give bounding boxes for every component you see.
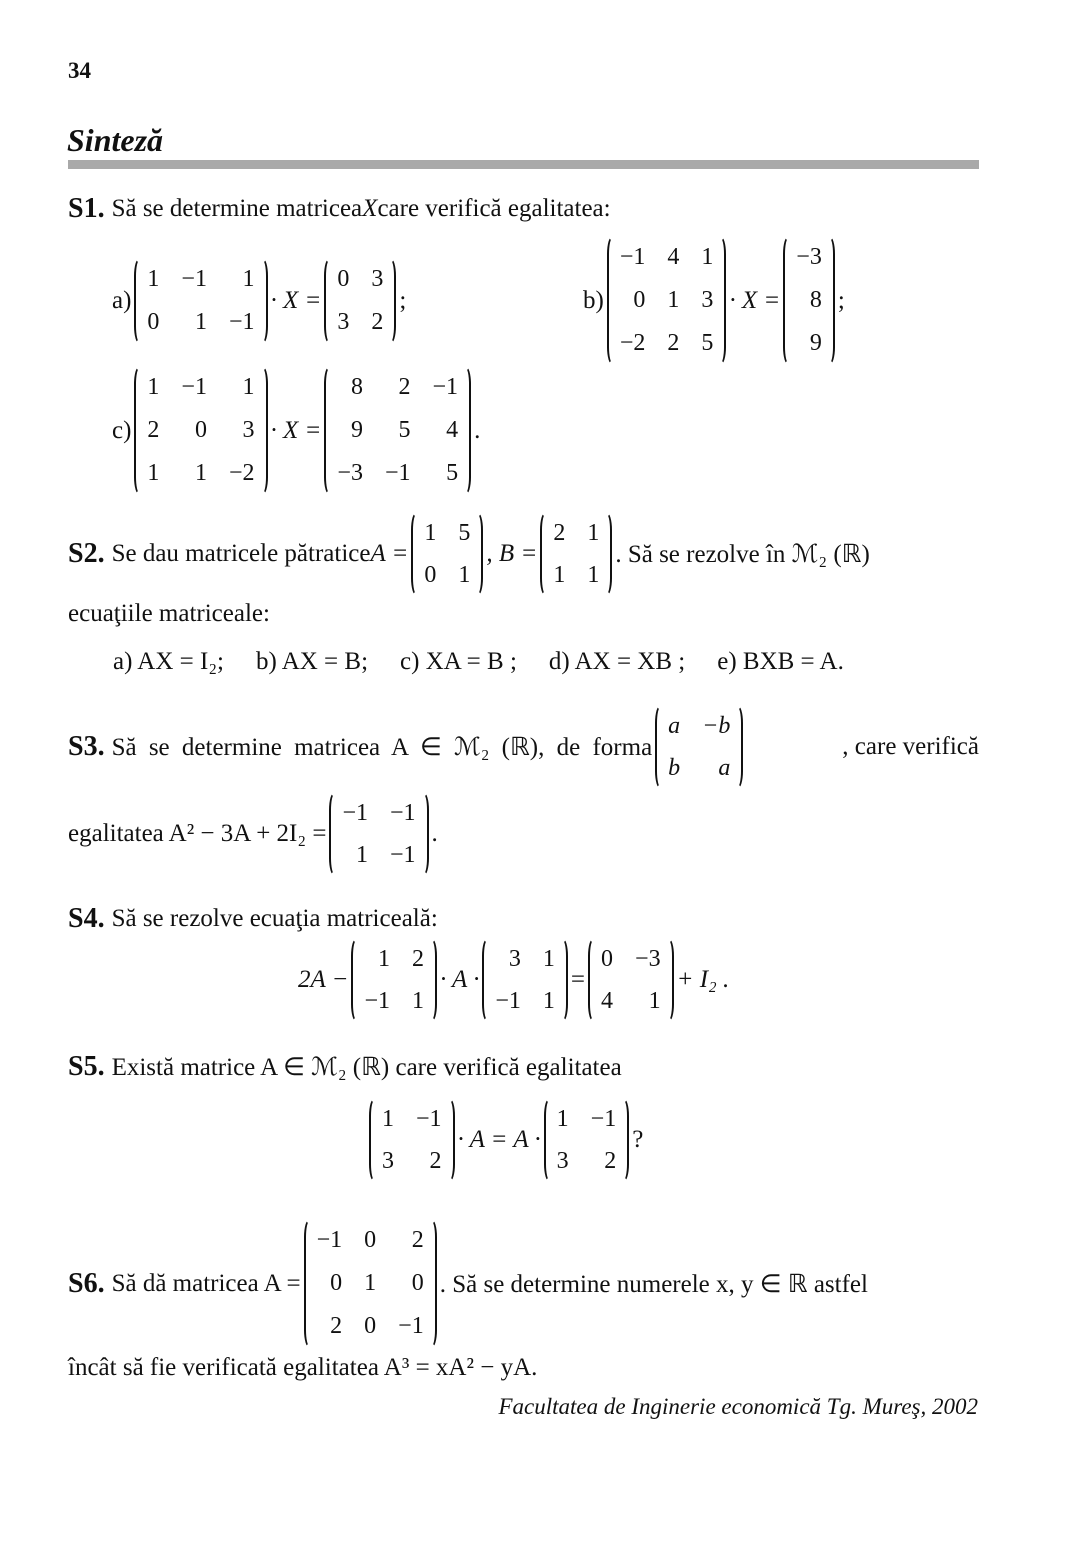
right-paren bbox=[257, 366, 268, 495]
section-title: Sinteză bbox=[67, 122, 164, 158]
matrix-cell: 3 bbox=[382, 1147, 394, 1174]
left-paren bbox=[588, 938, 599, 1022]
matrix-cell: −1 bbox=[390, 841, 416, 868]
matrix-cell: −1 bbox=[181, 266, 207, 292]
text: Există matrice A ∈ ℳ₂ (ℝ) care verifică egalitatea bbox=[111, 1054, 622, 1081]
text: Să se determine matricea bbox=[111, 195, 363, 222]
text: Se dau matricele pătratice bbox=[111, 540, 371, 567]
matrix-cell: 2 bbox=[398, 374, 411, 400]
right-paren bbox=[824, 236, 835, 365]
matrix-cell: 1 bbox=[356, 841, 368, 868]
matrix bbox=[329, 792, 428, 876]
left-paren bbox=[540, 512, 551, 596]
matrix bbox=[482, 938, 568, 1022]
matrix-cell: 1 bbox=[553, 561, 566, 588]
matrix-grid bbox=[315, 1219, 426, 1348]
matrix-grid bbox=[422, 512, 472, 596]
operator: · A · bbox=[440, 966, 480, 993]
text: care verifică egalitatea: bbox=[377, 195, 611, 222]
operator: · X = bbox=[270, 416, 322, 444]
matrix bbox=[544, 1098, 630, 1182]
matrix bbox=[369, 1098, 455, 1182]
matrix-cell: −1 bbox=[590, 1105, 617, 1132]
matrix-cell: a bbox=[668, 712, 681, 739]
matrix-cell: 8 bbox=[809, 287, 822, 313]
s1-a bbox=[112, 258, 406, 344]
matrix-grid bbox=[145, 258, 256, 344]
matrix-cell: 3 bbox=[508, 945, 521, 972]
s1-c bbox=[112, 366, 480, 495]
matrix-cell: −1 bbox=[364, 987, 390, 1014]
left-paren bbox=[329, 792, 340, 876]
matrix-cell: −1 bbox=[342, 799, 368, 826]
matrix-cell: −b bbox=[702, 712, 731, 739]
item: e) BXB = A. bbox=[717, 648, 844, 675]
matrix-cell: 1 bbox=[194, 309, 207, 335]
operator: · X = bbox=[270, 287, 322, 314]
matrix-cell: 0 bbox=[194, 417, 207, 443]
right-paren bbox=[418, 792, 429, 876]
left-paren bbox=[783, 236, 794, 365]
matrix-cell: 1 bbox=[648, 987, 661, 1014]
operator: · A = A · bbox=[457, 1126, 541, 1153]
matrix-cell: 1 bbox=[378, 945, 390, 972]
left-paren bbox=[134, 366, 145, 495]
matrix bbox=[304, 1219, 437, 1348]
matrix-grid bbox=[666, 705, 732, 789]
matrix-cell: 0 bbox=[337, 266, 350, 292]
matrix-cell: 4 bbox=[667, 244, 680, 270]
matrix-cell: −1 bbox=[181, 374, 207, 400]
text: . Să se determine numerele x, y ∈ ℝ astfel bbox=[439, 1270, 868, 1298]
matrix-cell: 2 bbox=[667, 330, 680, 356]
item: b) AX = B; bbox=[256, 648, 369, 675]
matrix-cell: 1 bbox=[242, 374, 255, 400]
matrix-cell: −2 bbox=[228, 460, 255, 486]
right-paren bbox=[715, 236, 726, 365]
matrix-cell: −2 bbox=[619, 330, 646, 356]
punct: . bbox=[431, 820, 438, 847]
matrix-cell: 4 bbox=[601, 987, 614, 1014]
matrix bbox=[540, 512, 612, 596]
matrix-cell: −1 bbox=[432, 374, 459, 400]
matrix-cell: −3 bbox=[337, 460, 363, 486]
s3-statement bbox=[68, 705, 979, 789]
operator: · X = bbox=[729, 286, 781, 314]
matrix-cell: 0 bbox=[147, 309, 160, 335]
operator: + I₂ . bbox=[676, 966, 730, 993]
matrix-cell: 1 bbox=[424, 519, 437, 546]
matrix-grid bbox=[551, 512, 601, 596]
s1-b bbox=[583, 236, 845, 365]
matrix-cell: 1 bbox=[542, 945, 555, 972]
punct: ; bbox=[399, 287, 407, 314]
s3-equation bbox=[68, 792, 438, 876]
s4-statement bbox=[68, 903, 438, 935]
matrix bbox=[783, 236, 835, 365]
matrix-cell: 1 bbox=[701, 244, 714, 270]
matrix-cell: b bbox=[668, 754, 681, 781]
matrix-cell: −3 bbox=[635, 945, 661, 972]
operator: , B = bbox=[486, 540, 538, 567]
left-paren bbox=[304, 1219, 315, 1348]
s2-items bbox=[113, 648, 844, 676]
s6-text: încât să fie verificată egalitatea A³ = xA² − yA. bbox=[68, 1354, 538, 1381]
matrix-cell: 2 bbox=[371, 309, 384, 335]
right-paren bbox=[426, 938, 437, 1022]
left-paren bbox=[411, 512, 422, 596]
s2-text: ecuaţiile matriceale: bbox=[68, 600, 270, 627]
text: Să dă matricea A = bbox=[111, 1269, 301, 1297]
matrix-cell: 1 bbox=[364, 1270, 377, 1296]
item: d) AX = XB ; bbox=[548, 648, 686, 675]
text: Să se rezolve ecuaţia matriceală: bbox=[111, 905, 438, 932]
matrix-cell: 1 bbox=[458, 561, 471, 588]
matrix-cell: a bbox=[718, 754, 731, 781]
operator: A = bbox=[370, 540, 409, 567]
item: c) XA = B ; bbox=[400, 648, 517, 675]
matrix-cell: −1 bbox=[416, 1105, 442, 1132]
matrix-cell: 1 bbox=[587, 561, 600, 588]
matrix-cell: 1 bbox=[542, 987, 555, 1014]
section-rule bbox=[68, 160, 979, 169]
matrix-cell: 2 bbox=[553, 519, 566, 546]
right-paren bbox=[444, 1098, 455, 1182]
matrix-cell: −1 bbox=[495, 987, 521, 1014]
matrix-cell: 3 bbox=[337, 309, 350, 335]
page-number: 34 bbox=[68, 58, 91, 83]
matrix-cell: 1 bbox=[382, 1105, 394, 1132]
matrix-cell: 1 bbox=[412, 987, 424, 1014]
operator: = bbox=[570, 966, 586, 993]
matrix-grid bbox=[599, 938, 663, 1022]
matrix-cell: −1 bbox=[398, 1313, 424, 1339]
matrix bbox=[655, 705, 743, 789]
matrix-grid bbox=[340, 792, 417, 876]
matrix-grid bbox=[335, 258, 385, 344]
matrix-cell: 2 bbox=[429, 1147, 442, 1174]
left-paren bbox=[655, 705, 666, 789]
matrix-cell: 2 bbox=[604, 1147, 617, 1174]
matrix-cell: −1 bbox=[619, 244, 646, 270]
matrix bbox=[324, 258, 396, 344]
matrix-cell: −1 bbox=[316, 1227, 343, 1253]
matrix-cell: 0 bbox=[411, 1270, 424, 1296]
matrix-grid bbox=[362, 938, 426, 1022]
matrix-cell: 1 bbox=[242, 266, 255, 292]
left-paren bbox=[607, 236, 618, 365]
matrix-cell: 0 bbox=[364, 1313, 377, 1339]
matrix-cell: −1 bbox=[390, 799, 416, 826]
matrix-cell: 1 bbox=[147, 374, 160, 400]
s4-equation bbox=[298, 938, 729, 1022]
matrix-cell: 2 bbox=[411, 1227, 424, 1253]
matrix-cell: 9 bbox=[350, 417, 363, 443]
operator: 2A − bbox=[298, 966, 349, 993]
right-paren bbox=[460, 366, 471, 495]
item-label: c) bbox=[112, 416, 132, 444]
left-paren bbox=[544, 1098, 555, 1182]
matrix-grid bbox=[555, 1098, 619, 1182]
right-paren bbox=[557, 938, 568, 1022]
var: X bbox=[362, 195, 378, 222]
s6-statement bbox=[68, 1219, 868, 1348]
matrix bbox=[324, 366, 471, 495]
right-paren bbox=[472, 512, 483, 596]
punct: . bbox=[474, 416, 481, 444]
matrix-cell: 0 bbox=[601, 945, 614, 972]
s2-statement bbox=[68, 512, 979, 596]
problem-label: S3. bbox=[68, 731, 105, 762]
left-paren bbox=[369, 1098, 380, 1182]
s1-statement bbox=[68, 193, 611, 225]
matrix-cell: 5 bbox=[701, 330, 714, 356]
matrix-cell: 1 bbox=[147, 460, 160, 486]
matrix-cell: 2 bbox=[147, 417, 160, 443]
matrix-cell: −1 bbox=[384, 460, 411, 486]
matrix bbox=[134, 258, 267, 344]
matrix-grid bbox=[380, 1098, 444, 1182]
problem-label: S1. bbox=[68, 193, 105, 224]
matrix bbox=[411, 512, 483, 596]
matrix-cell: 1 bbox=[194, 460, 207, 486]
right-paren bbox=[618, 1098, 629, 1182]
right-paren bbox=[257, 258, 268, 344]
problem-label: S5. bbox=[68, 1051, 105, 1082]
right-paren bbox=[732, 705, 743, 789]
matrix-cell: 3 bbox=[371, 266, 384, 292]
item-label: b) bbox=[583, 286, 604, 314]
matrix-cell: 2 bbox=[412, 945, 424, 972]
item-label: a) bbox=[112, 287, 132, 314]
matrix-grid bbox=[618, 236, 716, 365]
right-paren bbox=[601, 512, 612, 596]
matrix bbox=[134, 366, 267, 495]
left-paren bbox=[482, 938, 493, 1022]
matrix bbox=[351, 938, 437, 1022]
matrix-cell: 3 bbox=[556, 1147, 569, 1174]
matrix bbox=[607, 236, 727, 365]
problem-label: S2. bbox=[68, 538, 105, 569]
left-paren bbox=[324, 366, 335, 495]
matrix-grid bbox=[335, 366, 460, 495]
punct: ? bbox=[632, 1126, 644, 1153]
matrix-cell: 5 bbox=[446, 460, 459, 486]
right-paren bbox=[663, 938, 674, 1022]
matrix-cell: 1 bbox=[667, 287, 680, 313]
right-paren bbox=[385, 258, 396, 344]
left-paren bbox=[324, 258, 335, 344]
matrix-cell: −1 bbox=[228, 309, 255, 335]
matrix-cell: 0 bbox=[330, 1270, 343, 1296]
text: . Să se rezolve în ℳ₂ (ℝ) bbox=[615, 541, 870, 568]
text: , care verifică bbox=[842, 733, 979, 760]
matrix-cell: 2 bbox=[330, 1313, 343, 1339]
punct: ; bbox=[837, 286, 845, 314]
matrix bbox=[588, 938, 674, 1022]
matrix-cell: 1 bbox=[587, 519, 600, 546]
matrix-cell: 9 bbox=[809, 330, 822, 356]
problem-label: S6. bbox=[68, 1267, 105, 1299]
right-paren bbox=[426, 1219, 437, 1348]
matrix-grid bbox=[145, 366, 256, 495]
matrix-cell: 5 bbox=[458, 519, 471, 546]
matrix-cell: 3 bbox=[242, 417, 255, 443]
matrix-cell: 0 bbox=[424, 561, 437, 588]
matrix-cell: 8 bbox=[350, 374, 363, 400]
matrix-grid bbox=[794, 236, 824, 365]
matrix-cell: 4 bbox=[446, 417, 459, 443]
left-paren bbox=[134, 258, 145, 344]
text: Să se determine matricea A ∈ ℳ₂ (ℝ), de forma bbox=[111, 734, 653, 761]
matrix-cell: 0 bbox=[633, 287, 646, 313]
matrix-cell: −3 bbox=[796, 244, 822, 270]
s5-statement bbox=[68, 1051, 622, 1083]
matrix-cell: 5 bbox=[398, 417, 411, 443]
matrix-grid bbox=[493, 938, 557, 1022]
left-paren bbox=[351, 938, 362, 1022]
problem-label: S4. bbox=[68, 903, 105, 934]
source-citation: Facultatea de Inginerie economică Tg. Mureş, 2002 bbox=[498, 1394, 978, 1419]
matrix-cell: 1 bbox=[147, 266, 160, 292]
matrix-cell: 1 bbox=[556, 1105, 569, 1132]
item: a) AX = I₂; bbox=[113, 648, 224, 675]
matrix-cell: 3 bbox=[701, 287, 714, 313]
text: egalitatea A² − 3A + 2I₂ = bbox=[68, 820, 327, 847]
matrix-cell: 0 bbox=[364, 1227, 377, 1253]
s5-equation bbox=[366, 1098, 643, 1182]
